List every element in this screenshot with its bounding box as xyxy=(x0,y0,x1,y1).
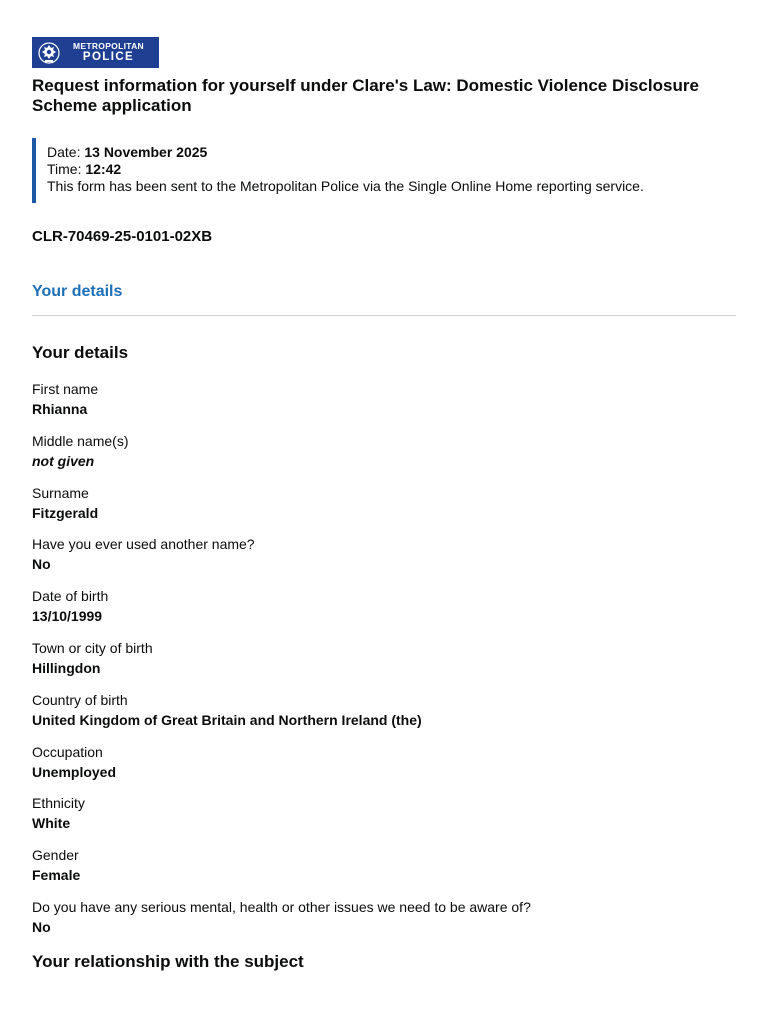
reference-number: CLR-70469-25-0101-02XB xyxy=(32,228,213,245)
date-row xyxy=(47,144,644,161)
field-label: First name xyxy=(32,381,99,397)
field-label: Ethnicity xyxy=(32,795,85,812)
field-label: Town or city of birth xyxy=(32,639,153,656)
field-date-of-birth xyxy=(32,586,736,638)
field-country-of-birth xyxy=(32,690,736,742)
field-label: Date of birth xyxy=(32,588,109,605)
field-label: Middle name(s) xyxy=(32,432,129,449)
time-label: Time: xyxy=(47,161,82,177)
logo-line-metropolitan: METROPOLITAN xyxy=(73,40,144,51)
section-heading-relationship: Your relationship with the subject xyxy=(32,952,304,971)
field-value: White xyxy=(32,815,71,832)
field-label: Gender xyxy=(32,847,79,864)
time-row xyxy=(47,161,644,178)
field-label: Have you ever used another name? xyxy=(32,536,255,553)
field-value: United Kingdom of Great Britain and Northern Ireland (the) xyxy=(32,711,422,728)
date-label: Date: xyxy=(47,144,81,160)
time-value: 12:42 xyxy=(85,161,122,177)
field-label: Occupation xyxy=(32,743,103,760)
field-value: Hillingdon xyxy=(32,659,101,676)
your-details-link[interactable]: Your details xyxy=(32,283,123,300)
met-police-logo xyxy=(32,37,159,68)
field-value: 13/10/1999 xyxy=(32,608,103,625)
field-value: No xyxy=(32,556,51,573)
field-value: No xyxy=(32,918,51,935)
submission-info-box xyxy=(32,138,644,203)
field-gender xyxy=(32,845,736,897)
section-heading-your-details: Your details xyxy=(32,343,129,362)
field-label: Surname xyxy=(32,484,89,501)
crest-icon xyxy=(36,41,62,65)
page-title: Request information for yourself under Clare's Law: Domestic Violence Disclosure Scheme application xyxy=(32,76,699,115)
field-label: Do you have any serious mental, health or other issues we need to be aware of? xyxy=(32,898,531,915)
field-health-issues xyxy=(32,897,736,949)
field-occupation xyxy=(32,742,736,794)
field-label: Country of birth xyxy=(32,691,128,708)
submission-note: This form has been sent to the Metropolitan Police via the Single Online Home reporting service. xyxy=(47,178,644,194)
field-value: Rhianna xyxy=(32,401,88,417)
field-value: Fitzgerald xyxy=(32,504,99,521)
field-value: Unemployed xyxy=(32,763,117,780)
field-first-name xyxy=(32,379,736,431)
section-divider xyxy=(32,315,736,316)
details-field-list xyxy=(32,379,736,949)
field-ethnicity xyxy=(32,793,736,845)
logo-line-police: POLICE xyxy=(82,51,135,63)
field-value: not given xyxy=(32,452,95,469)
date-value: 13 November 2025 xyxy=(84,144,208,160)
field-town-of-birth xyxy=(32,638,736,690)
field-surname xyxy=(32,483,736,535)
field-other-name xyxy=(32,534,736,586)
field-value: Female xyxy=(32,867,81,884)
field-middle-names xyxy=(32,431,736,483)
